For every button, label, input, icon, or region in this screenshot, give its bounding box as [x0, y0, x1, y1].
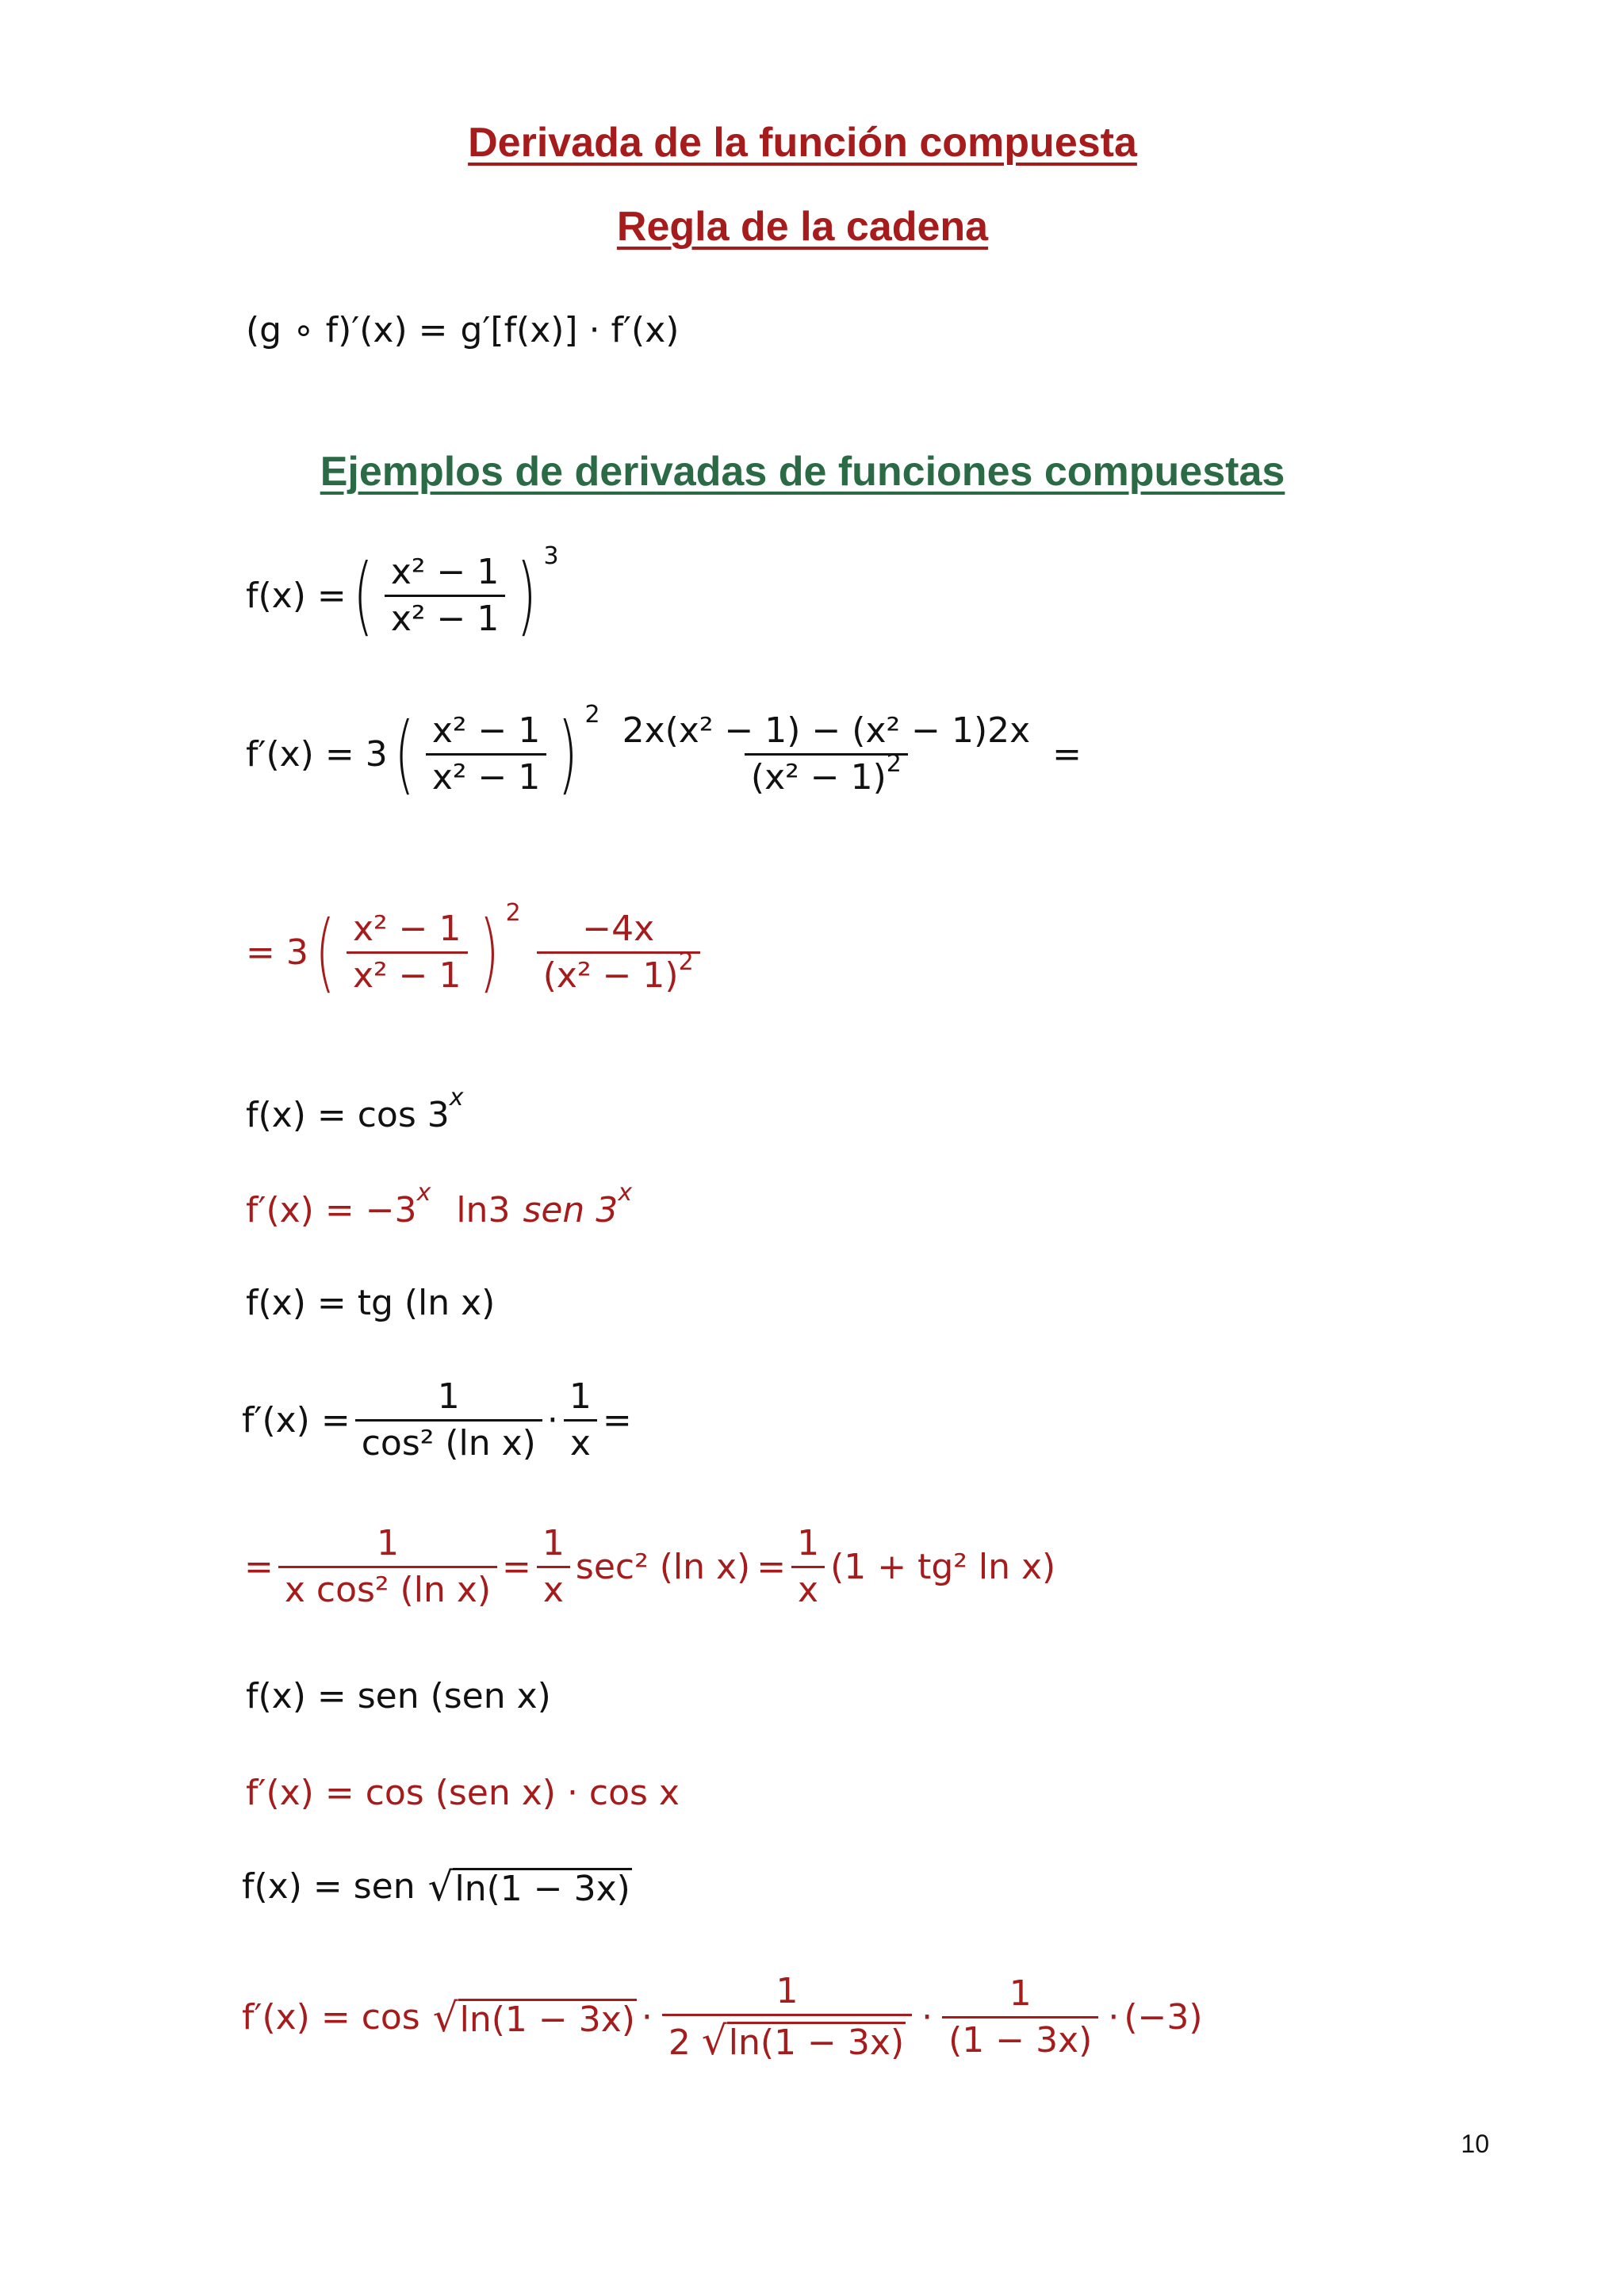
square-root [427, 1864, 632, 1910]
radicand: ln(1 − 3x) [728, 2022, 905, 2063]
left-paren: ( [353, 545, 373, 645]
fraction [347, 909, 468, 996]
example4-function [246, 1676, 551, 1716]
square-root [701, 2018, 906, 2064]
function-text: f(x) = sen (sen x) [246, 1676, 551, 1716]
exponent: x [618, 1179, 633, 1207]
fraction [563, 1376, 598, 1464]
fraction [536, 1523, 571, 1610]
result-denominator [537, 948, 700, 996]
constant-factor: (−3) [1124, 1996, 1203, 2038]
subtitle: Regla de la cadena [616, 204, 989, 250]
derivative-part-b: ln3 [456, 1190, 511, 1230]
example3-result [244, 1523, 1056, 1610]
denominator: x [791, 1566, 825, 1608]
function-text: f(x) = cos 3 [246, 1095, 450, 1135]
dot: · [921, 1996, 933, 2038]
example2-derivative [246, 1179, 633, 1230]
dot: · [546, 1399, 558, 1441]
denominator: x [564, 1419, 597, 1461]
denominator: (1 − 3x) [942, 2016, 1098, 2058]
square-root [432, 1994, 637, 2041]
result-den-exp: 2 [678, 948, 694, 976]
right-paren: ) [557, 704, 579, 804]
result-fraction [537, 909, 700, 996]
rule-rhs: g′[f(x)] · f′(x) [460, 310, 680, 350]
root-symbol: √ [427, 1864, 454, 1910]
quotient-denominator [745, 750, 908, 798]
quotient-den-base: (x² − 1) [750, 757, 887, 798]
derivative-text: f′(x) = cos (sen x) · cos x [246, 1773, 680, 1813]
function-text: f(x) = sen [242, 1866, 416, 1907]
f-label: f(x) = [246, 575, 347, 616]
result-numerator: −4x [582, 909, 655, 949]
fprime-label: f′(x) = cos [242, 1996, 420, 2038]
main-title: Derivada de la función compuesta [468, 120, 1137, 166]
radicand: ln(1 − 3x) [459, 1999, 635, 2040]
example3-derivative [242, 1376, 632, 1464]
example1-result [246, 898, 705, 1002]
example1-function [246, 541, 559, 645]
example3-function [246, 1283, 496, 1323]
quotient-fraction [616, 710, 1037, 798]
coefficient: 2 [668, 2022, 691, 2063]
numerator: 1 [376, 1523, 399, 1563]
example2-function [246, 1084, 464, 1135]
dot: · [641, 1996, 653, 2038]
example5-derivative [242, 1971, 1203, 2064]
derivative-part-a: f′(x) = −3 [246, 1190, 417, 1230]
exponent: 2 [505, 898, 521, 927]
right-paren: ) [478, 902, 500, 1002]
example4-derivative [246, 1773, 680, 1813]
denominator: x² − 1 [426, 753, 547, 795]
radicand: ln(1 − 3x) [454, 1869, 630, 1909]
fraction [385, 552, 506, 639]
right-paren: ) [516, 545, 538, 645]
fraction [278, 1523, 497, 1610]
exponent: 3 [543, 541, 559, 570]
page-number: 10 [1461, 2130, 1489, 2158]
root-symbol: √ [701, 2018, 727, 2064]
exponent: 2 [584, 700, 600, 729]
denominator: x² − 1 [347, 951, 468, 993]
numerator: 1 [1009, 1973, 1032, 2014]
numerator: 1 [437, 1376, 460, 1417]
equals: = [244, 1546, 274, 1587]
fraction [426, 710, 547, 798]
equals: = [502, 1546, 531, 1587]
function-text: f(x) = tg (ln x) [246, 1283, 496, 1323]
fraction [942, 1973, 1098, 2061]
example1-derivative [246, 700, 1082, 804]
denominator [662, 2014, 912, 2064]
denominator: x cos² (ln x) [278, 1566, 497, 1608]
dot: · [1108, 1996, 1120, 2038]
numerator: x² − 1 [390, 552, 500, 592]
left-paren: ( [315, 902, 335, 1002]
chain-rule-formula [246, 310, 680, 350]
quotient-numerator: 2x(x² − 1) − (x² − 1)2x [622, 710, 1031, 751]
fraction [791, 1523, 825, 1610]
numerator: 1 [542, 1523, 565, 1563]
examples-title: Ejemplos de derivadas de funciones compuestas [320, 449, 1285, 495]
left-paren: ( [394, 704, 415, 804]
numerator: 1 [797, 1523, 820, 1563]
equals: = [1052, 733, 1082, 775]
root-symbol: √ [432, 1994, 458, 2041]
numerator: x² − 1 [431, 710, 541, 751]
exponent: x [449, 1084, 464, 1112]
numerator: 1 [776, 1971, 799, 2011]
secant-term: sec² (ln x) [575, 1546, 751, 1587]
quotient-den-exp: 2 [886, 750, 902, 778]
result-prefix: = 3 [246, 932, 308, 973]
rule-lhs: (g ∘ f)′(x) = [246, 310, 448, 350]
fraction [355, 1376, 542, 1464]
denominator: x² − 1 [385, 595, 506, 637]
fraction [662, 1971, 912, 2064]
numerator: x² − 1 [353, 909, 462, 949]
denominator: x [537, 1566, 570, 1608]
numerator: 1 [569, 1376, 592, 1417]
example5-function [242, 1864, 632, 1910]
fprime-label: f′(x) = 3 [246, 733, 388, 775]
fprime-label: f′(x) = [242, 1399, 350, 1441]
exponent: x [416, 1179, 431, 1207]
denominator: cos² (ln x) [355, 1419, 542, 1461]
equals: = [756, 1546, 787, 1587]
tangent-term: (1 + tg² ln x) [830, 1546, 1056, 1587]
result-den-base: (x² − 1) [542, 955, 679, 996]
derivative-part-c: sen 3 [523, 1190, 619, 1230]
equals: = [602, 1399, 632, 1441]
